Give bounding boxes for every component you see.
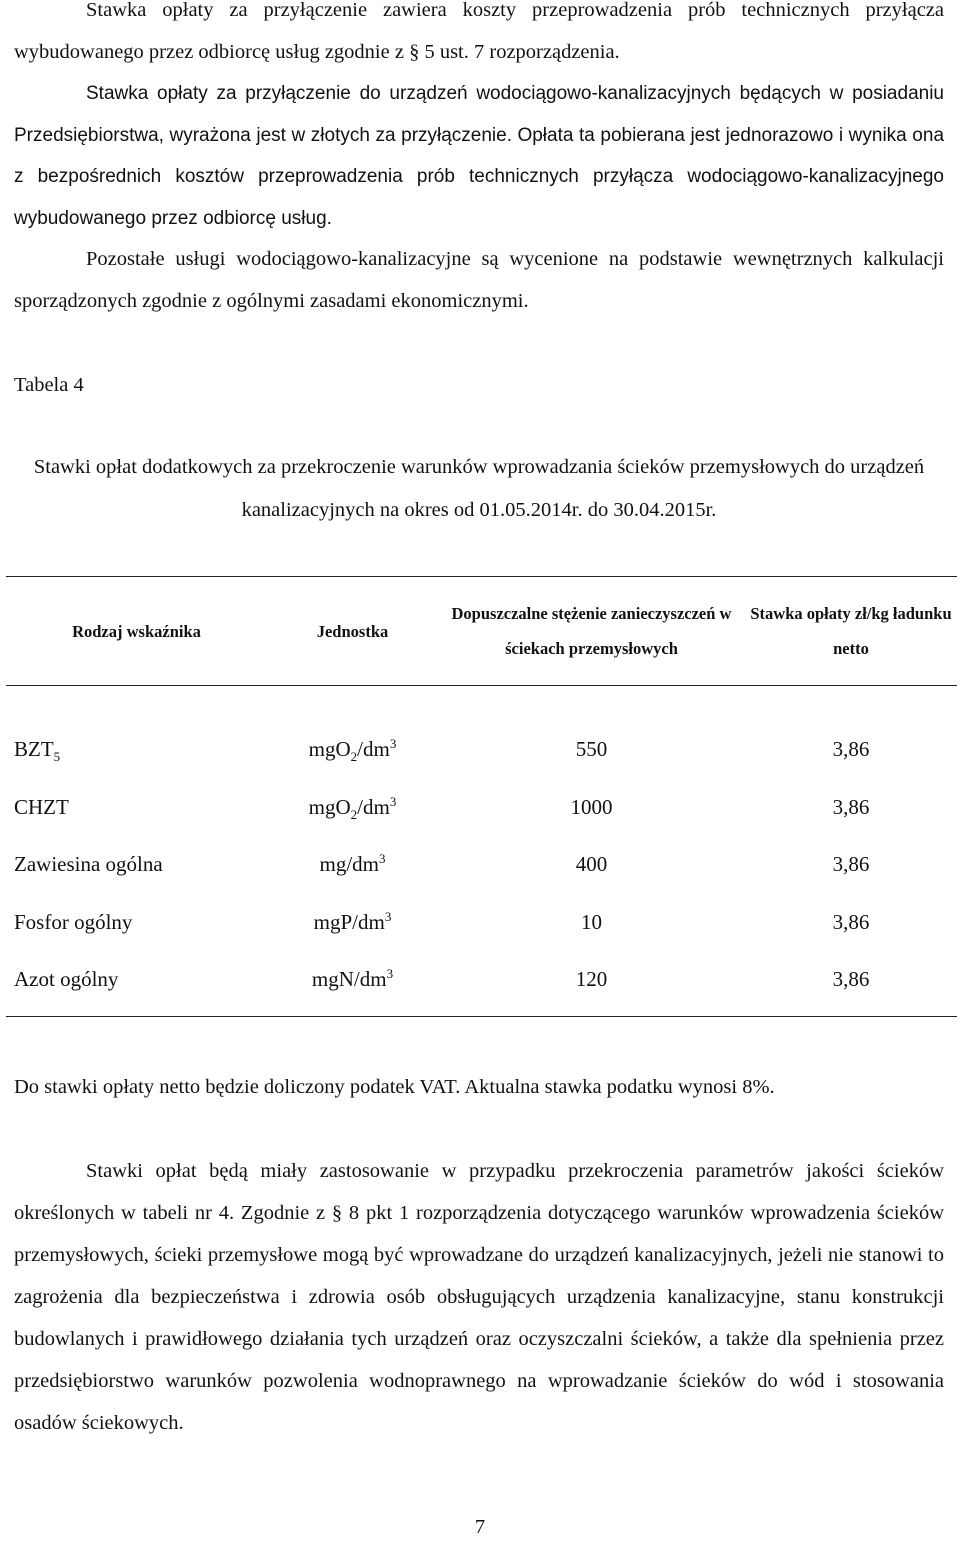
table-header-row xyxy=(6,577,957,686)
header-rate: Stawka opłaty zł/kg ładunku netto xyxy=(745,577,957,686)
indicator-unit: $mg/dm^3$ xyxy=(319,851,386,876)
table-label: Tabela 4 xyxy=(14,374,84,396)
intro-paragraph-3: Pozostałe usługi wodociągowo-kanalizacyjne są wycenione na podstawie wewnętrznych kalkulacji sporządzonych zgodnie z ogólnymi zasadami ekonomicznymi. xyxy=(14,248,944,312)
indicator-rate: 3,86 xyxy=(745,951,957,1016)
header-indicator: Rodzaj wskaźnika xyxy=(6,577,267,686)
indicator-limit: 10 xyxy=(581,909,602,934)
table-row xyxy=(6,836,957,894)
page-number: 7 xyxy=(474,1516,486,1538)
intro-paragraph-1: Stawka opłaty za przyłączenie zawiera koszty przeprowadzenia prób technicznych przyłącza wybudowanego przez odbiorcę usług zgodnie z § 5 ust. 7 rozporządzenia. xyxy=(14,0,944,63)
table-caption: Stawki opłat dodatkowych za przekroczenie warunków wprowadzania ścieków przemysłowych do urządzeń kanalizacyjnych na okres od 01.05.2014r. do 30.04.2015r. xyxy=(33,456,925,521)
table-row xyxy=(6,951,957,1016)
indicator-unit: $mgO_2/dm^3$ xyxy=(308,736,397,765)
indicator-unit: mgP/$dm^3$ xyxy=(313,908,392,934)
indicator-name: Fosfor ogólny xyxy=(14,909,133,934)
indicator-name: CHZT xyxy=(14,794,69,819)
intro-paragraph-2a: Stawka opłaty za przyłączenie do urządzeń wodociągowo-kanalizacyjnych będących w posiadaniu Przedsiębiorstwa, wyrażona jest w złotych za przyłączenie. xyxy=(14,83,944,146)
indicator-rate: 3,86 xyxy=(832,852,870,876)
rates-table xyxy=(6,576,957,1017)
intro-paragraph-2 xyxy=(14,73,944,239)
intro-section xyxy=(14,0,944,322)
intro-paragraph-2b: Opłata ta pobierana jest jednorazowo i wynika ona z bezpośrednich kosztów przeprowadzenia prób technicznych przyłącza wodociągowo-kanalizacyjnego wybudowanego przez odbiorcę usług. xyxy=(14,124,945,229)
table-row xyxy=(6,779,957,837)
header-unit: Jednostka xyxy=(267,577,438,686)
indicator-limit: 550 xyxy=(575,737,608,761)
indicator-limit: 400 xyxy=(575,852,608,876)
indicator-name: Zawiesina ogólna xyxy=(14,852,163,876)
indicator-name: $BZT_5$ xyxy=(14,737,61,765)
indicator-rate: 3,86 xyxy=(832,737,870,761)
indicator-rate: 3,86 xyxy=(832,794,870,819)
header-limit: Dopuszczalne stężenie zanieczyszczeń w ściekach przemysłowych xyxy=(438,577,745,686)
indicator-limit: 1000 xyxy=(570,794,613,819)
indicator-name: Azot ogólny xyxy=(6,951,267,1016)
table-row xyxy=(6,718,957,779)
indicator-limit: 120 xyxy=(438,951,745,1016)
indicator-rate: 3,86 xyxy=(832,909,870,934)
indicator-unit: mgN/$dm^3$ xyxy=(267,951,438,1016)
table-row xyxy=(6,894,957,952)
indicator-unit: $mgO_2/dm^3$ xyxy=(308,793,397,822)
vat-note: Do stawki opłaty netto będzie doliczony podatek VAT. Aktualna stawka podatku wynosi 8%. xyxy=(14,1076,775,1098)
final-paragraph: Stawki opłat będą miały zastosowanie w przypadku przekroczenia parametrów jakości ścieków określonych w tabeli nr 4. Zgodnie z § 8 pkt 1 rozporządzenia dotyczącego warunków wprowadzenia ścieków przemysłowych, ścieki przemysłowe mogą być wprowadzane do urządzeń kanalizacyjnych, jeżeli nie stanowi to zagrożenia dla bezpieczeństwa i zdrowia osób obsługujących urządzenia kanalizacyjne, stanu konstrukcji budowlanych i prawidłowego działania tych urządzeń oraz oczyszczalni ścieków, a także dla spełnienia przez przedsiębiorstwo warunków pozwolenia wodnoprawnego na wprowadzanie ścieków do wód i stosowania osadów ściekowych. xyxy=(14,1160,944,1434)
